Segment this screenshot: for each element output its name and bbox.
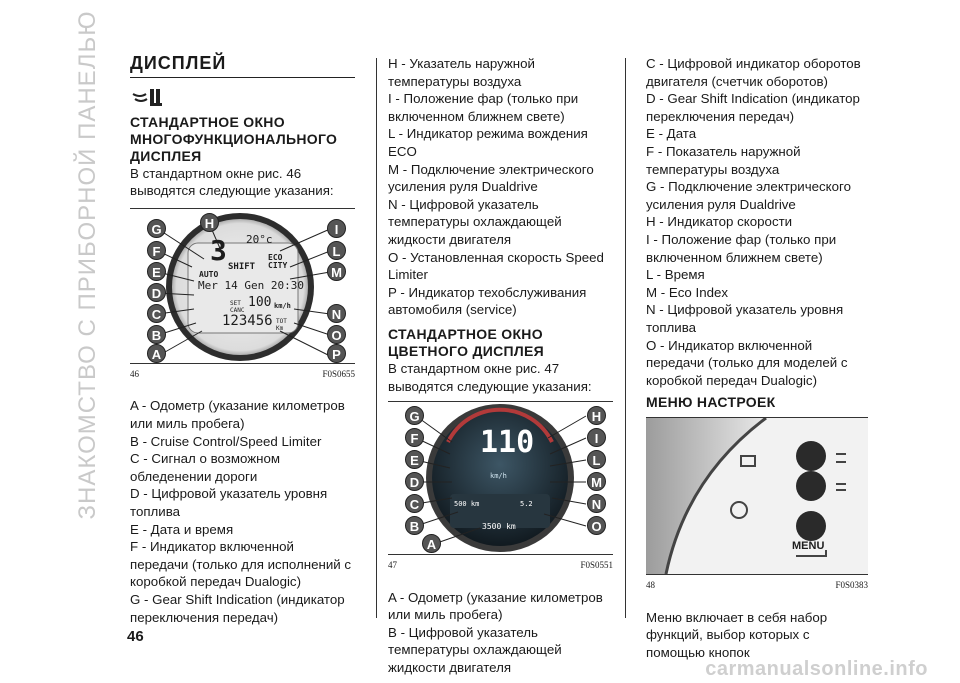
legend-item: I - Положение фар (только при включенном ближнем свете) (646, 231, 837, 265)
callout-d: D (405, 472, 424, 491)
odometer-value: 3500 km (482, 522, 516, 532)
outside-temp: 20°c (246, 232, 273, 246)
shift-label: SHIFT (228, 261, 256, 272)
range-value: 500 km (454, 500, 480, 509)
callout-g: G (405, 406, 424, 425)
legend-item: H - Индикатор скорости (646, 214, 793, 230)
watermark-text: carmanualsonline.info (705, 658, 928, 680)
legend-item: G - Подключение электрического усиления руля Dualdrive (646, 179, 851, 212)
callout-i: I (587, 428, 606, 447)
callout-b: B (405, 516, 424, 535)
section-sidebar (68, 10, 108, 520)
page-number: 46 (127, 628, 144, 645)
callout-a: A (422, 534, 441, 553)
section-title: ЗНАКОМСТВО С ПРИБОРНОЙ ПАНЕЛЬЮ (74, 10, 101, 520)
legend-item: I - Положение фар (только при включенном ближнем свете) (388, 91, 579, 124)
settings-menu-heading: МЕНЮ НАСТРОЕК (646, 394, 776, 411)
callout-l: L (327, 241, 346, 260)
figure-rule-bottom (388, 554, 613, 555)
standard-mono-heading: СТАНДАРТНОЕ ОКНО МНОГОФУНКЦИОНАЛЬНОГО ДИСПЛЕЯ (130, 113, 338, 164)
legend-item: D - Цифровой указатель уровня топлива (130, 486, 328, 519)
legend-item: L - Время (646, 267, 705, 283)
figure-code: F0S0383 (835, 580, 868, 591)
speed-unit: km/h (490, 472, 507, 481)
callout-e: E (405, 450, 424, 469)
display-icon (130, 86, 355, 110)
column-2 (388, 55, 613, 677)
city-label: CITY (268, 260, 288, 270)
legend-item: M - Eco Index (646, 284, 729, 300)
callout-c: C (405, 494, 424, 513)
legend-item: N - Цифровой указатель температуры охлаждающей жидкости двигателя (388, 196, 562, 247)
callout-p: P (327, 344, 346, 363)
figure-number: 47 (388, 560, 397, 571)
figure-47 (388, 402, 613, 554)
column-3 (646, 55, 868, 662)
figure-caption-46 (130, 366, 355, 384)
legend-item: D - Gear Shift Indication (индикатор переключения передач) (646, 91, 860, 124)
legend-item: C - Цифровой индикатор оборотов двигателя (счетчик оборотов) (646, 56, 861, 89)
legend-item: A - Одометр (указание километров или миль пробега) (388, 589, 603, 623)
legend-item: E - Дата и время (130, 521, 234, 537)
eco-label: ECO (268, 252, 283, 262)
callout-o: O (587, 516, 606, 535)
gear-indicator: 3 (210, 233, 227, 267)
legend-item: P - Индикатор техобслуживания автомобиля (service) (388, 284, 587, 318)
column-1 (130, 55, 355, 626)
figure-rule-bottom (646, 574, 868, 575)
legend-item: E - Дата (646, 126, 697, 142)
tot-label: TOT (276, 317, 287, 325)
watermark (0, 658, 960, 681)
date-time: Mer 14 Gen 20:30 (198, 278, 304, 292)
figure-rule-bottom (130, 363, 355, 364)
callout-l: L (587, 450, 606, 469)
figure-caption-48 (646, 577, 868, 595)
settings-menu-text: Меню включает в себя набор функций, выбор которых с помощью кнопок (646, 609, 828, 661)
legend-item: B - Цифровой указатель температуры охлаждающей жидкости двигателя (388, 624, 562, 676)
callout-o: O (327, 325, 346, 344)
callout-f: F (405, 428, 424, 447)
callout-e: E (147, 262, 166, 281)
figure-46 (130, 209, 355, 363)
menu-label: MENU (792, 540, 825, 553)
menu-buttons-illustration (646, 418, 868, 574)
column-divider (376, 58, 377, 618)
column-divider (625, 58, 626, 618)
callout-m: M (327, 262, 346, 281)
legend-item: O - Установленная скорость Speed Limiter (388, 249, 604, 283)
auto-label: AUTO (199, 269, 219, 279)
km-label: Km (276, 324, 284, 332)
callout-g: G (147, 219, 166, 238)
callout-d: D (147, 283, 166, 302)
callout-f: F (147, 241, 166, 260)
speed-unit: km/h (274, 301, 291, 310)
legend-item: M - Подключение электрического усиления руля Dualdrive (388, 161, 594, 195)
callout-h: H (587, 406, 606, 425)
figure-number: 48 (646, 580, 655, 591)
legend-item: N - Цифровой указатель уровня топлива (646, 302, 844, 335)
callout-n: N (327, 304, 346, 323)
odometer-value: 123456 (222, 312, 273, 329)
legend-item: B - Cruise Control/Speed Limiter (130, 433, 322, 449)
legend-item: L - Индикатор режима вождения ECO (388, 126, 588, 159)
legend-item: A - Одометр (указание километров или миль пробега) (130, 398, 345, 431)
figure-code: F0S0551 (580, 560, 613, 571)
title-rule (130, 77, 355, 78)
standard-color-heading: СТАНДАРТНОЕ ОКНО ЦВЕТНОГО ДИСПЛЕЯ (388, 325, 544, 359)
speed-limit-value: 100 (248, 294, 272, 310)
legend-item: O - Индикатор включенной передачи (только для моделей с коробкой передач Dualogic) (646, 337, 848, 388)
figure-48 (646, 418, 868, 574)
standard-color-intro: В стандартном окне рис. 47 выводятся следующие указания: (388, 360, 592, 394)
legend-item: G - Gear Shift Indication (индикатор переключения передач) (130, 591, 345, 625)
page-title: ДИСПЛЕЙ (130, 53, 227, 73)
callout-a: A (147, 344, 166, 363)
standard-mono-intro: В стандартном окне рис. 46 выводятся следующие указания: (130, 165, 334, 199)
callout-h: H (200, 213, 219, 232)
legend-item: F - Индикатор включенной передачи (только для исполнений с коробкой передач Dualogic) (130, 539, 352, 590)
figure-caption-47 (388, 557, 613, 575)
canc-label: CANC (230, 306, 245, 314)
callout-c: C (147, 304, 166, 323)
legend-item: C - Сигнал о возможном обледенении дороги (130, 451, 280, 484)
figure-code: F0S0655 (322, 368, 355, 379)
callout-b: B (147, 325, 166, 344)
legend-item: F - Показатель наружной температуры воздуха (646, 143, 801, 177)
set-label: SET (230, 299, 241, 307)
consumption-value: 5.2 (520, 500, 533, 509)
figure-number: 46 (130, 368, 139, 379)
legend-item: H - Указатель наружной температуры воздуха (388, 56, 535, 89)
speed-value: 110 (480, 425, 535, 461)
callout-i: I (327, 219, 346, 238)
callout-m: M (587, 472, 606, 491)
callout-n: N (587, 494, 606, 513)
